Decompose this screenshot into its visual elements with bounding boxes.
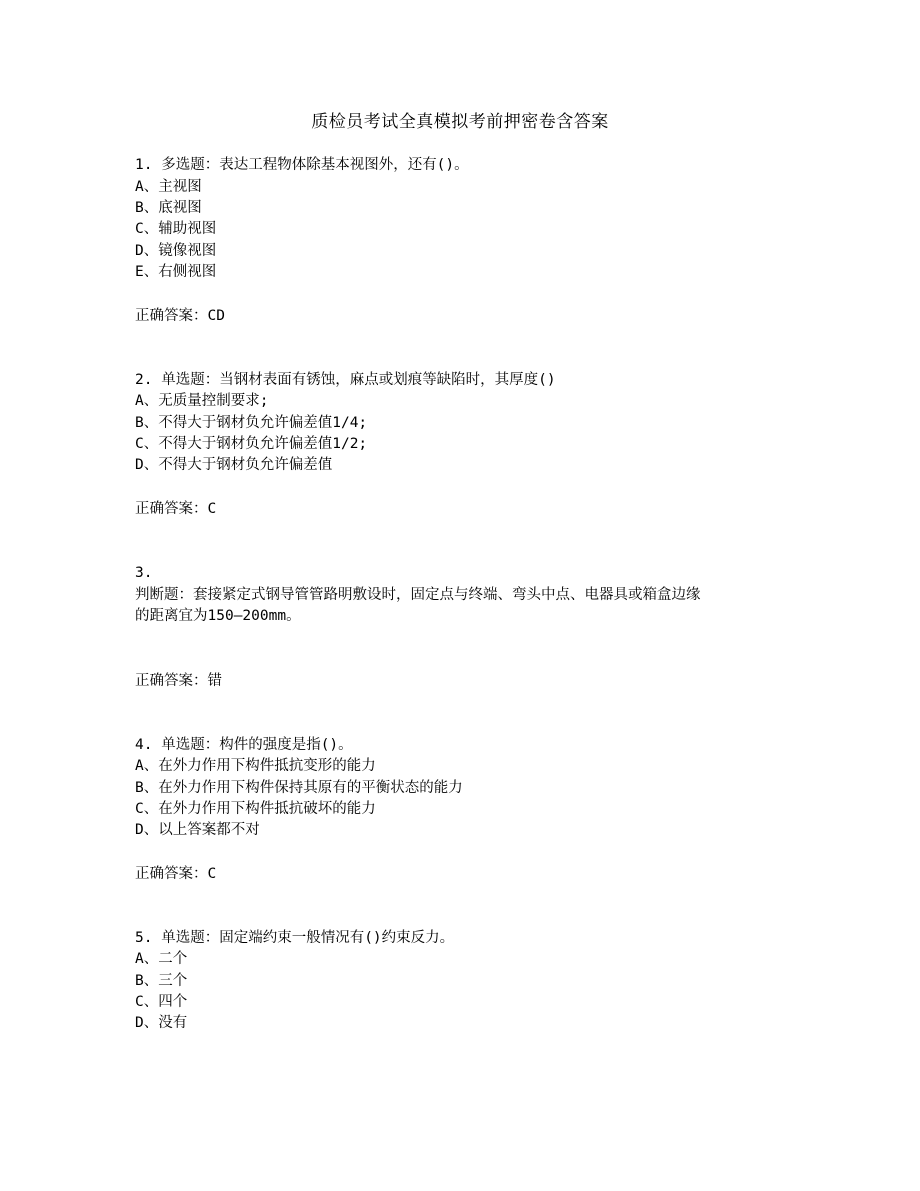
question-1-answer: 正确答案：CD	[135, 308, 225, 324]
question-2-answer: 正确答案：C	[135, 501, 217, 517]
question-2-option-b: B、不得大于钢材负允许偏差值1/4;	[135, 415, 368, 431]
question-1-option-b: B、底视图	[135, 200, 202, 216]
question-1-option-a: A、主视图	[135, 179, 202, 195]
question-5-stem: 5. 单选题：固定端约束一般情况有()约束反力。	[135, 930, 455, 946]
question-1-option-d: D、镜像视图	[135, 243, 217, 259]
question-4-option-b: B、在外力作用下构件保持其原有的平衡状态的能力	[135, 780, 463, 796]
question-5-option-c: C、四个	[135, 994, 188, 1010]
question-2-stem: 2. 单选题：当钢材表面有锈蚀，麻点或划痕等缺陷时，其厚度()	[135, 372, 556, 388]
question-1-option-c: C、辅助视图	[135, 221, 217, 237]
question-2-option-c: C、不得大于钢材负允许偏差值1/2;	[135, 436, 368, 452]
question-4-stem: 4. 单选题：构件的强度是指()。	[135, 737, 353, 753]
question-3-stem-line-1: 判断题：套接紧定式钢导管管路明敷设时，固定点与终端、弯头中点、电器具或箱盒边缘	[135, 587, 701, 603]
question-5-option-b: B、三个	[135, 973, 188, 989]
document-title: 质检员考试全真模拟考前押密卷含答案	[311, 112, 609, 132]
question-3-number: 3.	[135, 565, 153, 581]
question-2-option-a: A、无质量控制要求;	[135, 393, 269, 409]
question-3-answer: 正确答案：错	[135, 673, 222, 689]
question-3-stem-line-2: 的距离宜为150—200mm。	[135, 608, 301, 624]
question-4-option-c: C、在外力作用下构件抵抗破坏的能力	[135, 801, 376, 817]
question-5-option-a: A、二个	[135, 951, 188, 967]
question-2-option-d: D、不得大于钢材负允许偏差值	[135, 457, 333, 473]
question-4-option-a: A、在外力作用下构件抵抗变形的能力	[135, 758, 376, 774]
question-1-option-e: E、右侧视图	[135, 264, 217, 280]
question-1-stem: 1. 多选题：表达工程物体除基本视图外，还有()。	[135, 157, 469, 173]
question-4-option-d: D、以上答案都不对	[135, 822, 260, 838]
question-4-answer: 正确答案：C	[135, 866, 217, 882]
question-5-option-d: D、没有	[135, 1015, 188, 1031]
